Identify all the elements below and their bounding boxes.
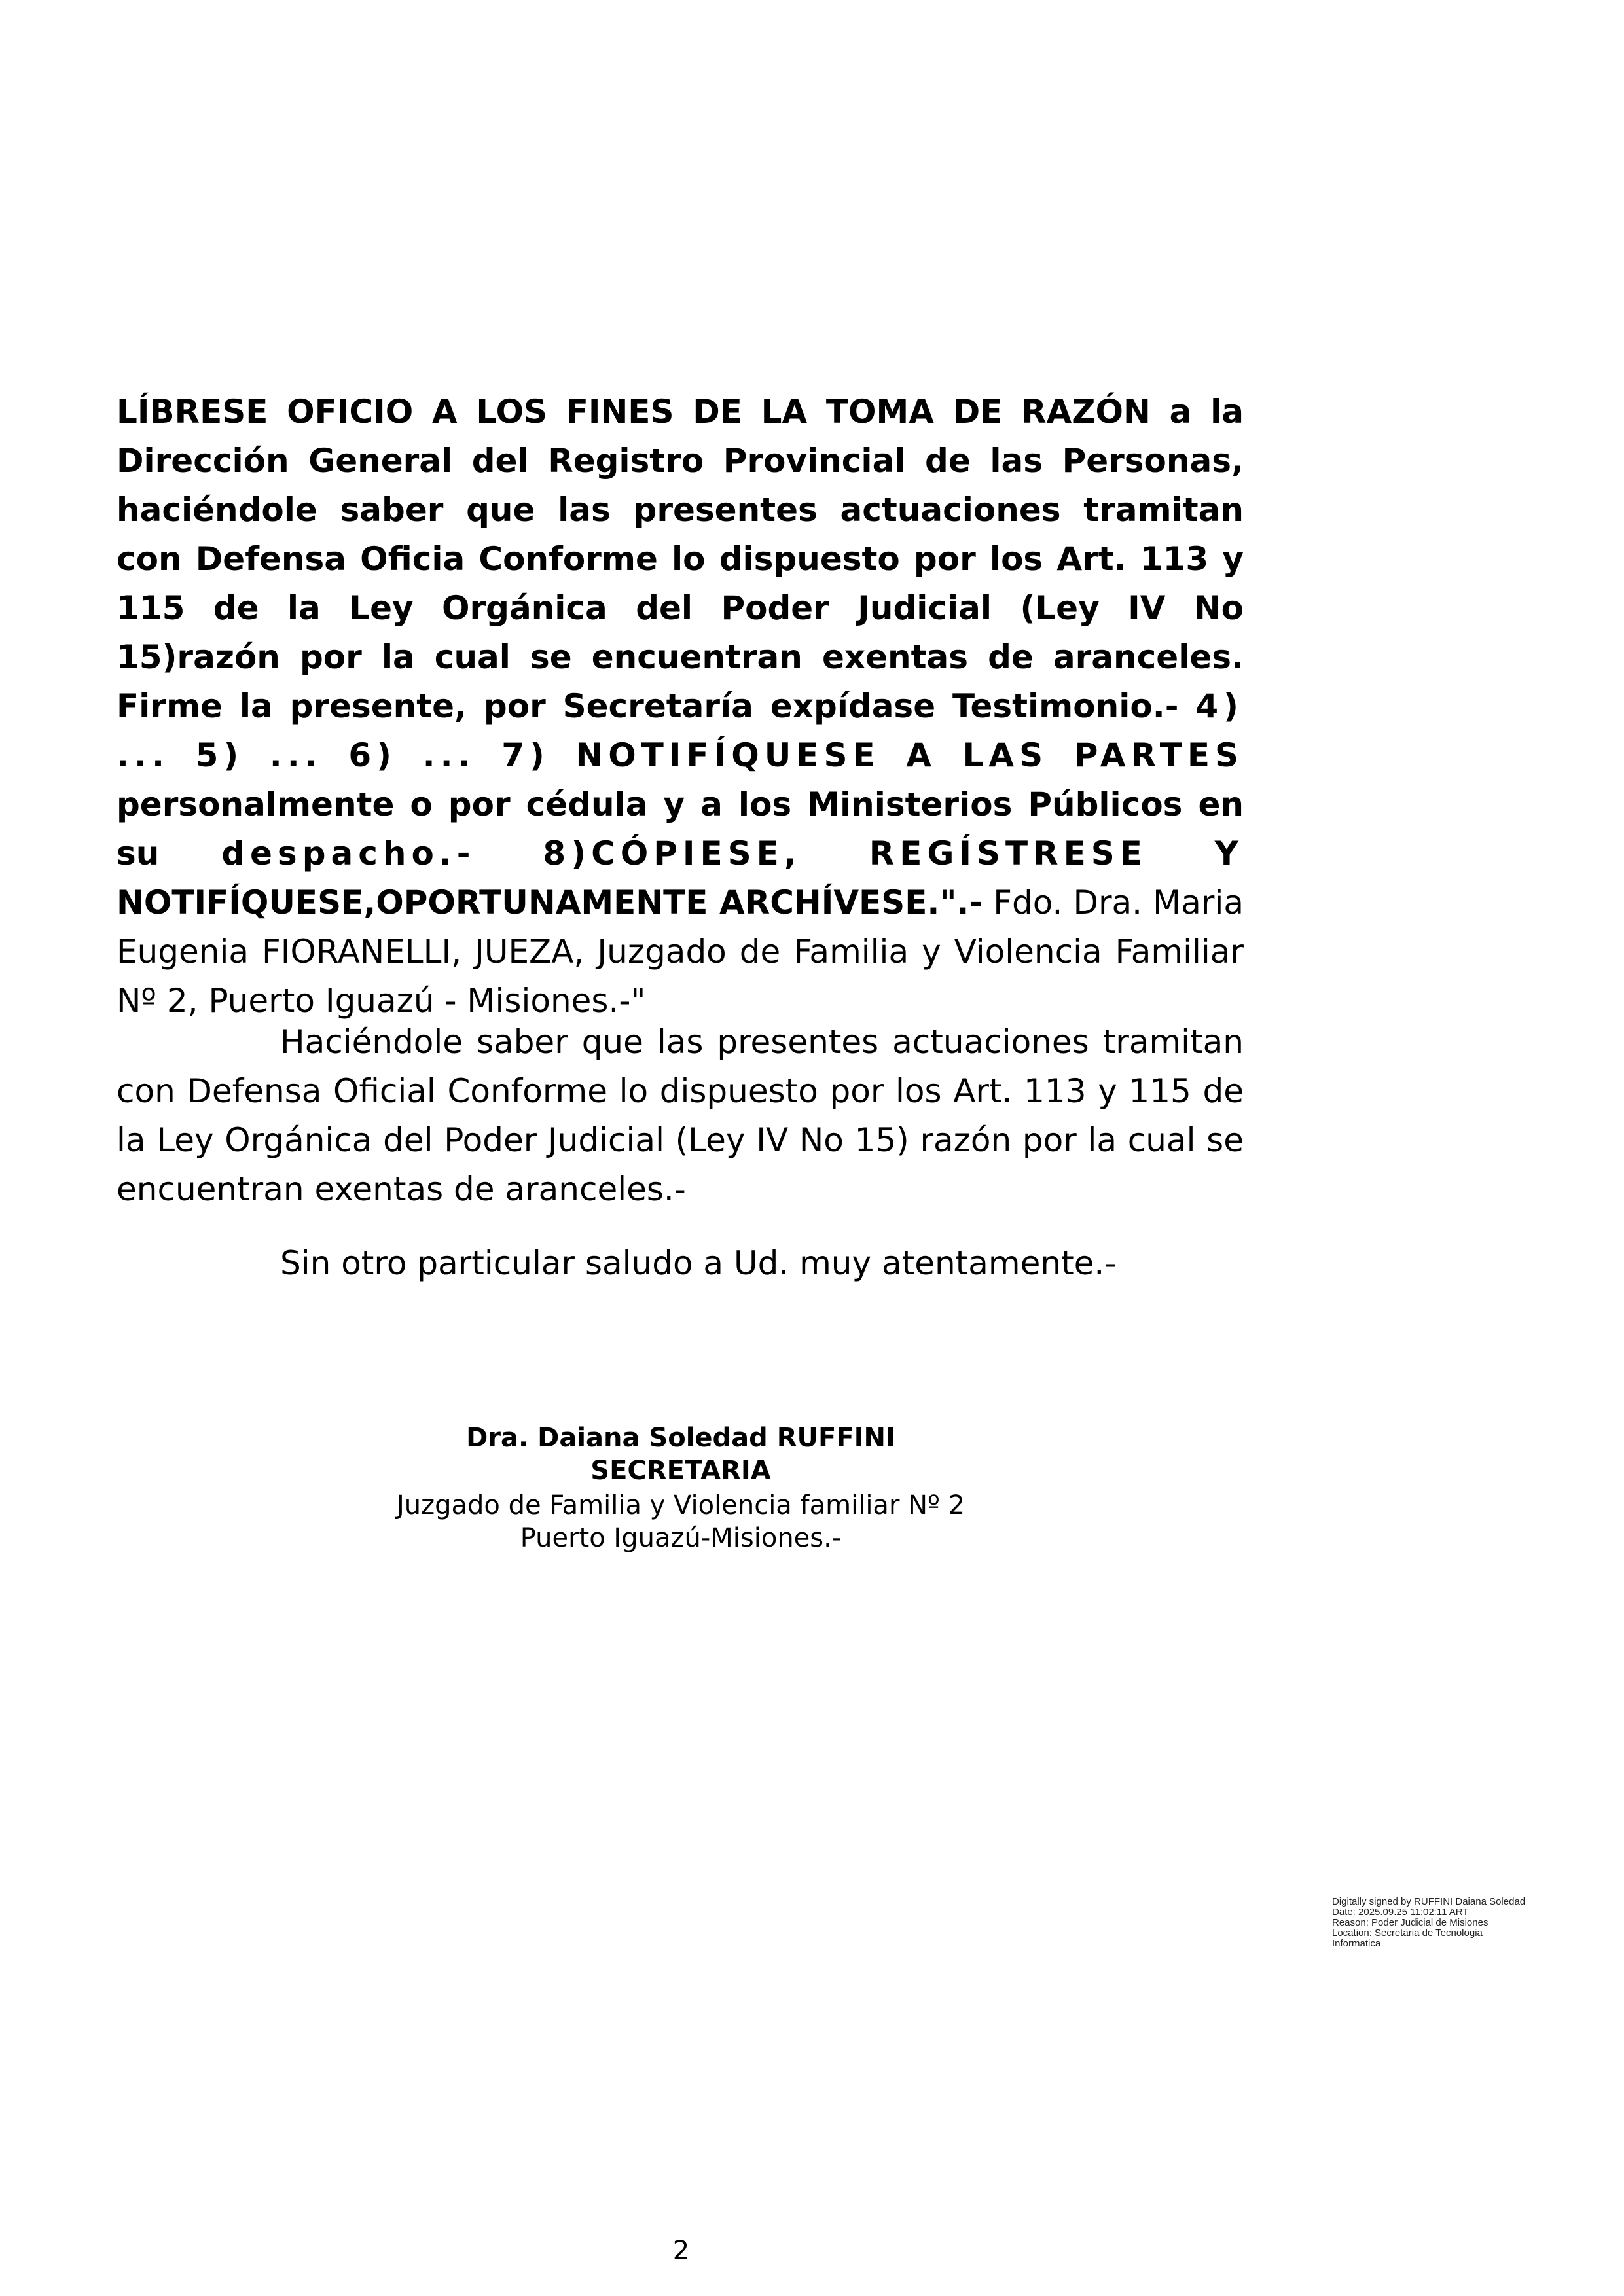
spaced-bold-text: despacho.- 8)CÓPIESE, REGÍSTRESE Y bbox=[221, 834, 1244, 872]
closing-paragraph: Sin otro particular saludo a Ud. muy atentamente.- bbox=[280, 1244, 1117, 1282]
stamp-line-signer: Digitally signed by RUFFINI Daiana Soledad bbox=[1332, 1896, 1526, 1907]
bold-heading-text: LÍBRESE OFICIO A LOS FINES DE LA TOMA DE RAZÓN bbox=[117, 393, 1151, 431]
stamp-line-date: Date: 2025.09.25 11:02:11 ART bbox=[1332, 1907, 1469, 1918]
signed-by-text: Fdo. Dra. Maria Eugenia FIORANELLI, JUEZA, Juzgado de Familia y Violencia Familiar Nº 2, Puerto Iguazú - Misiones.-" bbox=[117, 884, 1244, 1020]
digital-signature-stamp bbox=[1332, 1897, 1528, 1949]
stamp-line-location: Location: Secretaria de Tecnologia Informatica bbox=[1332, 1928, 1483, 1949]
signature-place: Puerto Iguazú-Misiones.- bbox=[520, 1523, 842, 1553]
bold-body-text: NOTIFÍQUESE,OPORTUNAMENTE ARCHÍVESE.".- bbox=[117, 884, 983, 922]
page-number: 2 bbox=[672, 2236, 690, 2266]
resolution-paragraph bbox=[117, 387, 1244, 1026]
spaced-bold-text: 4) ... 5) ... 6) ... 7) NOTIFÍQUESE A LAS PARTES bbox=[117, 687, 1244, 774]
bold-body-text: a la Dirección General del Registro Provincial de las Personas, haciéndole saber que las presentes actuaciones tramitan con Defensa Oficia Conforme lo dispuesto por los Art. 113 y 115 de la Ley Orgánica del Poder Judicial (Ley IV No 15)razón por la cual se encuentran exentas de aranceles. Firme la presente, por Secretaría expídase Testimonio.- bbox=[117, 393, 1244, 725]
notice-paragraph: Haciéndole saber que las presentes actuaciones tramitan con Defensa Oficial Conforme lo dispuesto por los Art. 113 y 115 de la Ley Orgánica del Poder Judicial (Ley IV No 15) razón por la cual se encuentran exentas de aranceles.- bbox=[117, 1023, 1244, 1208]
signature-court: Juzgado de Familia y Violencia familiar Nº 2 bbox=[396, 1490, 965, 1520]
signature-name: Dra. Daiana Soledad RUFFINI bbox=[466, 1423, 895, 1453]
stamp-line-reason: Reason: Poder Judicial de Misiones bbox=[1332, 1917, 1489, 1928]
bold-body-text: personalmente o por cédula y a los Ministerios Públicos en su bbox=[117, 785, 1244, 872]
signature-title: SECRETARIA bbox=[590, 1456, 771, 1486]
